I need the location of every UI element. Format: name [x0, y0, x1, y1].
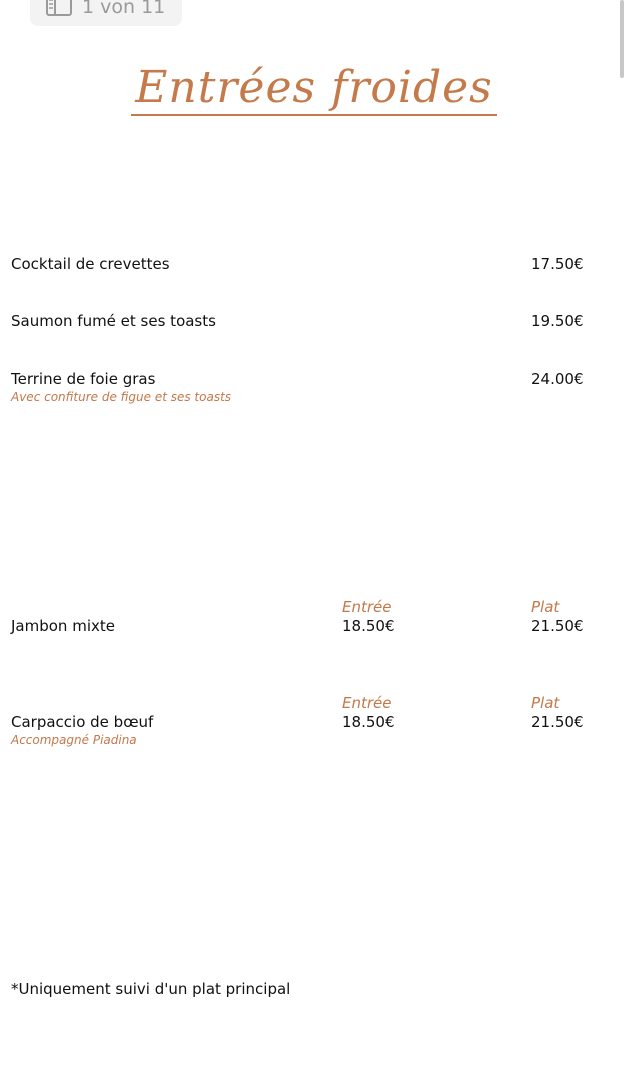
page-indicator[interactable] — [30, 0, 182, 26]
menu-item-price: 24.00€ — [531, 370, 584, 388]
plat-label: Plat — [531, 694, 560, 712]
plat-label: Plat — [531, 598, 560, 616]
menu-item-name: Saumon fumé et ses toasts — [11, 312, 216, 330]
menu-item-description: Avec confiture de figue et ses toasts — [11, 390, 232, 404]
entree-price: 18.50€ — [342, 713, 395, 731]
menu-item-name: Terrine de foie gras — [11, 370, 156, 388]
menu-item-price: 19.50€ — [531, 312, 584, 330]
document-pages-icon — [46, 0, 72, 16]
menu-item-description: Accompagné Piadina — [11, 733, 137, 747]
page-indicator-label: 1 von 11 — [82, 0, 166, 18]
entree-label: Entrée — [342, 598, 392, 616]
section-title: Entrées froides — [131, 64, 496, 116]
entree-price: 18.50€ — [342, 617, 395, 635]
menu-item-name: Carpaccio de bœuf — [11, 713, 154, 731]
footnote: *Uniquement suivi d'un plat principal — [11, 980, 291, 998]
menu-item-name: Jambon mixte — [11, 617, 115, 635]
menu-item-price: 17.50€ — [531, 255, 584, 273]
menu-item-name: Cocktail de crevettes — [11, 255, 170, 273]
entree-label: Entrée — [342, 694, 392, 712]
page-title — [0, 62, 628, 116]
plat-price: 21.50€ — [531, 617, 584, 635]
plat-price: 21.50€ — [531, 713, 584, 731]
